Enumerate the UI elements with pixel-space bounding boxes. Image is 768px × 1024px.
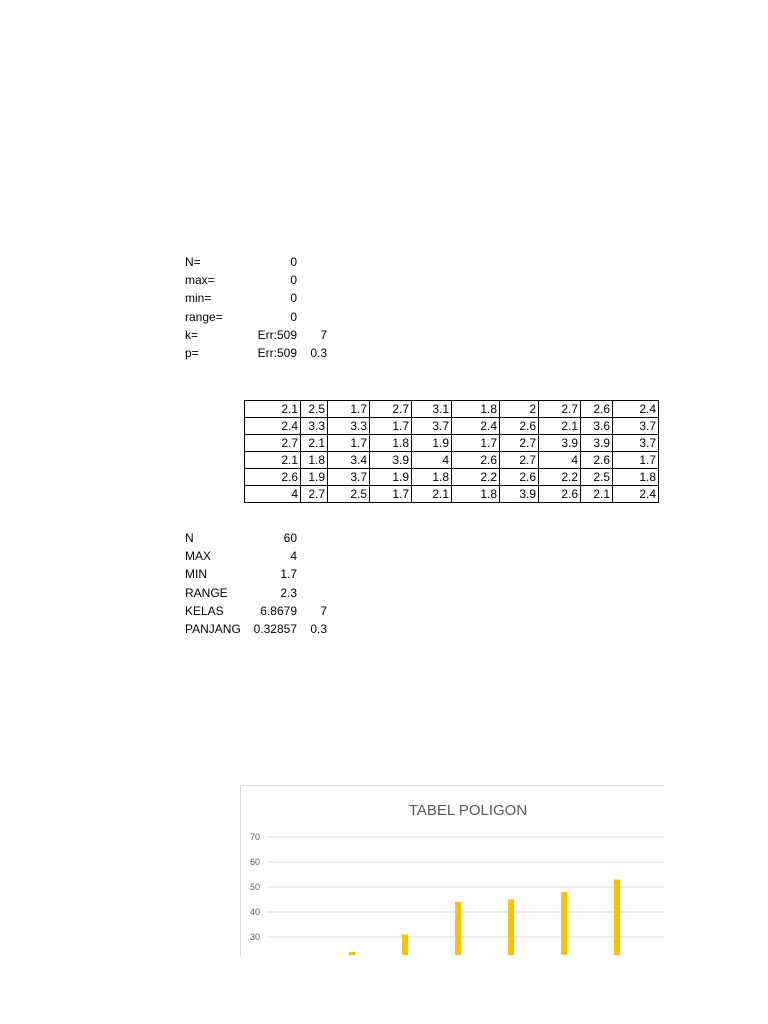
stat-value: 6.8679: [260, 603, 297, 618]
stat-label: MAX: [185, 549, 212, 564]
table-cell: 1.8: [613, 469, 659, 486]
stat-label: KELAS: [185, 603, 224, 618]
table-cell: 2.6: [539, 486, 581, 503]
stat-label: RANGE: [185, 585, 228, 600]
table-cell: 1.7: [613, 452, 659, 469]
table-cell: 2.4: [613, 401, 659, 418]
table-cell: 2.7: [500, 452, 539, 469]
table-cell: 1.8: [412, 469, 452, 486]
table-cell: 2.1: [245, 401, 301, 418]
table-cell: 3.9: [539, 435, 581, 452]
table-cell: 2.2: [452, 469, 500, 486]
table-cell: 2.6: [581, 452, 613, 469]
y-tick-label: 40: [250, 907, 261, 917]
table-cell: 2.6: [452, 452, 500, 469]
table-cell: 2.4: [452, 418, 500, 435]
table-cell: 1.8: [301, 452, 328, 469]
stat-label: range=: [185, 309, 223, 324]
chart-title: TABEL POLIGON: [408, 802, 528, 819]
bar: [614, 880, 620, 956]
bar: [402, 935, 408, 956]
table-cell: 1.9: [370, 469, 412, 486]
bar: [508, 900, 514, 956]
table-row: [245, 435, 659, 452]
table-cell: 2.1: [245, 452, 301, 469]
table-cell: 2.5: [328, 486, 370, 503]
bar: [561, 892, 567, 955]
stat-value: 0.32857: [253, 621, 297, 636]
stat-rounded-value: 0.3: [310, 345, 327, 360]
stat-row: [185, 271, 335, 289]
table-cell: 2.4: [613, 486, 659, 503]
stat-value: 0: [290, 255, 297, 269]
table-cell: 2.6: [500, 469, 539, 486]
table-cell: 2.1: [301, 435, 328, 452]
table-cell: 3.9: [370, 452, 412, 469]
stat-row: [185, 584, 335, 602]
table-cell: 3.7: [412, 418, 452, 435]
stat-value: Err:509: [257, 327, 297, 342]
table-row: [245, 486, 659, 503]
table-cell: 2.1: [412, 486, 452, 503]
table-cell: 2.7: [500, 435, 539, 452]
table-cell: 3.4: [328, 452, 370, 469]
stat-label: N: [185, 531, 194, 545]
table-cell: 1.7: [452, 435, 500, 452]
stat-label: MIN: [185, 567, 207, 582]
table-cell: 2.7: [539, 401, 581, 418]
table-cell: 1.7: [328, 435, 370, 452]
table-cell: 1.9: [301, 469, 328, 486]
stat-row: [185, 547, 335, 565]
table-cell: 1.8: [452, 486, 500, 503]
table-cell: 2.5: [581, 469, 613, 486]
table-cell: 2.1: [581, 486, 613, 503]
table-row: [245, 401, 659, 418]
summary-stats-bottom: [185, 529, 335, 638]
table-cell: 2.6: [581, 401, 613, 418]
poligon-chart: [240, 785, 664, 956]
stat-label: PANJANG: [185, 621, 241, 636]
stat-row: [185, 602, 335, 620]
table-cell: 3.1: [412, 401, 452, 418]
stat-rounded-value: 0.3: [310, 621, 327, 636]
stat-row: [185, 344, 335, 362]
table-cell: 1.7: [370, 486, 412, 503]
table-cell: 1.7: [370, 418, 412, 435]
y-tick-label: 30: [250, 932, 261, 942]
table-cell: 4: [412, 452, 452, 469]
stat-value: 0: [290, 291, 297, 306]
y-tick-label: 60: [250, 857, 261, 867]
table-cell: 2.2: [539, 469, 581, 486]
summary-stats-top: [185, 253, 335, 362]
stat-row: [185, 565, 335, 583]
stat-label: p=: [185, 345, 199, 360]
stat-value: 2.3: [280, 585, 297, 600]
stat-value: 4: [290, 549, 297, 564]
table-cell: 1.9: [412, 435, 452, 452]
table-cell: 4: [245, 486, 301, 503]
stat-value: 0: [290, 309, 297, 324]
table-cell: 3.3: [328, 418, 370, 435]
table-cell: 2.6: [245, 469, 301, 486]
stat-label: N=: [185, 255, 201, 269]
y-tick-label: 50: [250, 882, 261, 892]
table-cell: 2.1: [539, 418, 581, 435]
table-cell: 3.7: [613, 418, 659, 435]
table-cell: 2.6: [500, 418, 539, 435]
table-cell: 3.7: [613, 435, 659, 452]
stat-rounded-value: 7: [320, 327, 327, 342]
stat-rounded-value: 7: [320, 603, 327, 618]
table-row: [245, 418, 659, 435]
table-cell: 3.9: [500, 486, 539, 503]
table-cell: 2.5: [301, 401, 328, 418]
stat-label: min=: [185, 291, 212, 306]
stat-value: 60: [283, 531, 297, 545]
table-cell: 3.7: [328, 469, 370, 486]
table-cell: 2.7: [301, 486, 328, 503]
table-row: [245, 469, 659, 486]
table-cell: 2: [500, 401, 539, 418]
stat-row: [185, 529, 335, 547]
y-tick-label: 70: [250, 832, 261, 842]
stat-value: Err:509: [257, 345, 297, 360]
stat-row: [185, 326, 335, 344]
bar: [349, 952, 355, 955]
bar: [455, 902, 461, 955]
data-table: [244, 400, 659, 503]
table-cell: 3.6: [581, 418, 613, 435]
stat-value: 0: [290, 273, 297, 288]
chart-canvas: [241, 786, 664, 956]
stat-row: [185, 620, 335, 638]
table-cell: 3.3: [301, 418, 328, 435]
stat-row: [185, 289, 335, 307]
table-row: [245, 452, 659, 469]
table-cell: 2.4: [245, 418, 301, 435]
stat-row: [185, 253, 335, 271]
table-cell: 2.7: [370, 401, 412, 418]
table-cell: 4: [539, 452, 581, 469]
stat-value: 1.7: [280, 567, 297, 582]
table-cell: 1.8: [370, 435, 412, 452]
stat-row: [185, 308, 335, 326]
stat-label: k=: [185, 327, 199, 342]
table-cell: 1.7: [328, 401, 370, 418]
stat-label: max=: [185, 273, 215, 288]
table-cell: 1.8: [452, 401, 500, 418]
table-cell: 3.9: [581, 435, 613, 452]
table-cell: 2.7: [245, 435, 301, 452]
